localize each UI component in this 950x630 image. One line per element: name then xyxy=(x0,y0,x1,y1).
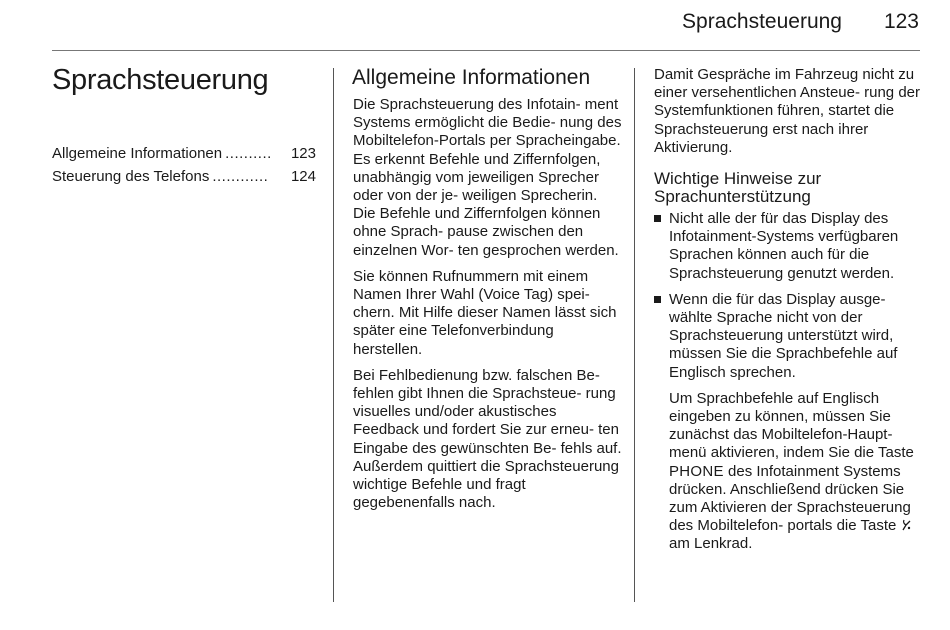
paragraph: Damit Gespräche im Fahrzeug nicht zu einer versehentlichen Ansteue- rung der Systemfunktionen führen, startet die Sprachsteuerung erst nach ihrer Aktivierung. xyxy=(654,66,921,156)
chapter-title: Sprachsteuerung xyxy=(52,64,269,96)
phone-key-label: PHONE xyxy=(669,462,724,480)
toc-entry[interactable] xyxy=(52,165,316,188)
bullet-list xyxy=(654,210,926,382)
toc-entry-leader: ............ xyxy=(212,168,269,185)
column-divider xyxy=(333,68,334,602)
paragraph: Sie können Rufnummern mit einem Namen Ihrer Wahl (Voice Tag) spei- chern. Mit Hilfe dieser Namen lässt sich später eine Telefonverbindung herstellen. xyxy=(353,267,617,358)
column-general-info xyxy=(353,66,623,520)
column-notes xyxy=(654,66,926,562)
list-item xyxy=(654,210,926,283)
column-divider xyxy=(634,68,635,602)
section-heading: Allgemeine Informationen xyxy=(352,66,591,89)
header-rule xyxy=(52,50,920,51)
paragraph-text: des Infotainment Systems drücken. Anschließend drücken Sie zum Aktivieren der Sprachsteuerung des Mobiltelefon- portals die Taste xyxy=(669,462,911,535)
paragraph: Bei Fehlbedienung bzw. falschen Be- fehlen gibt Ihnen die Sprachsteue- rung visuelles und/oder akustisches Feedback und fordert Sie zur erneu- ten Eingabe des gewünschten Be- fehls auf. Außerdem quittiert die Sprachsteuerung wichtige Befehle und fragt gegebenenfalls nach. xyxy=(353,366,622,512)
list-item-text: Wenn die für das Display ausge- wählte Sprache nicht von der Sprachsteuerung unterstützt wird, müssen Sie die Sprachbefehle auf Englisch sprechen. xyxy=(669,290,898,381)
paragraph: Die Sprachsteuerung des Infotain- ment Systems ermöglicht die Bedie- nung des Mobiltelefon-Portals per Spracheingabe. Es erkennt Befehle und Ziffernfolgen, unabhängig vom jeweiligen Sprecher oder von der je- weiligen Sprecherin. Die Befehle und Ziffernfolgen können ohne Sprach- pause zwischen den einzelnen Wor- ten gesprochen werden. xyxy=(353,96,622,259)
table-of-contents xyxy=(52,142,316,188)
toc-entry-label: Allgemeine Informationen xyxy=(52,145,223,162)
list-item-text: Nicht alle der für das Display des Infotainment-Systems verfügbaren Sprachen können auch für die Sprachsteuerung genutzt werden. xyxy=(669,210,899,282)
square-bullet-icon xyxy=(654,296,661,303)
paragraph xyxy=(654,390,926,554)
toc-entry-page: 124 xyxy=(290,168,316,185)
steering-wheel-voice-icon xyxy=(901,517,912,534)
paragraph-text: am Lenkrad. xyxy=(669,535,753,553)
toc-entry-page: 123 xyxy=(290,145,316,162)
toc-entry-label: Steuerung des Telefons xyxy=(52,168,210,185)
toc-entry-leader: .......... xyxy=(225,145,272,162)
header-title: Sprachsteuerung xyxy=(682,10,842,33)
subsection-heading: Wichtige Hinweise zur Sprachunterstützung xyxy=(654,169,822,207)
paragraph-text: Um Sprachbefehle auf Englisch eingeben zu können, müssen Sie zunächst das Mobiltelefon-Haupt- menü aktivieren, indem Sie die Taste xyxy=(669,389,914,462)
toc-entry[interactable] xyxy=(52,142,316,165)
square-bullet-icon xyxy=(654,215,661,222)
list-item xyxy=(654,291,926,382)
page-number: 123 xyxy=(883,10,919,33)
